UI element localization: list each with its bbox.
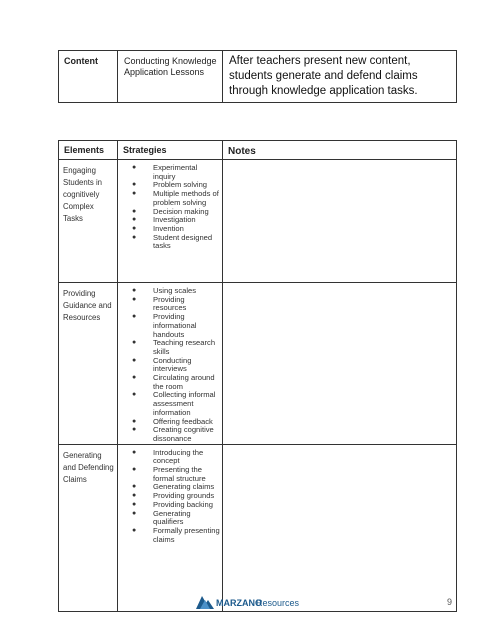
lesson-topic: Conducting Knowledge Application Lessons bbox=[118, 51, 223, 103]
bullet-icon: ● bbox=[132, 391, 137, 399]
header-row bbox=[59, 141, 457, 160]
strategy-item: ● Providing backing bbox=[132, 499, 213, 509]
page-number: 9 bbox=[447, 597, 453, 607]
lesson-description: After teachers present new content, students generate and defend claims through knowledge application tasks. bbox=[223, 51, 457, 103]
bullet-icon: ● bbox=[132, 224, 137, 232]
bullet-icon: ● bbox=[132, 287, 137, 294]
table-row bbox=[59, 160, 457, 283]
strategy-list bbox=[123, 449, 220, 545]
strategy-item: ● Generating claims bbox=[132, 482, 215, 492]
strategy-item: ● Creating cognitive dissonance bbox=[132, 425, 214, 443]
bullet-icon: ● bbox=[132, 190, 137, 198]
bullet-icon: ● bbox=[132, 500, 137, 508]
strategies-cell bbox=[118, 283, 223, 445]
strategy-list bbox=[123, 164, 220, 251]
bullet-icon: ● bbox=[132, 295, 137, 303]
bullet-icon: ● bbox=[132, 483, 137, 491]
strategy-item: ● Providing grounds bbox=[132, 491, 215, 501]
mountain-logo-icon bbox=[196, 592, 214, 610]
strategy-item: ● Introducing the concept bbox=[132, 447, 204, 466]
bullet-icon: ● bbox=[132, 356, 137, 364]
strategy-list bbox=[123, 287, 220, 444]
bullet-icon: ● bbox=[132, 164, 137, 171]
bullet-icon: ● bbox=[132, 448, 137, 456]
bullet-icon: ● bbox=[132, 374, 137, 382]
strategies-table bbox=[58, 140, 457, 612]
strategy-item: ● Providing resources bbox=[132, 294, 187, 313]
bullet-icon: ● bbox=[132, 339, 137, 347]
content-row bbox=[59, 51, 457, 103]
table-row bbox=[59, 283, 457, 445]
strategy-item: ● Providing informational handouts bbox=[132, 312, 197, 339]
bullet-icon: ● bbox=[132, 181, 137, 189]
brand-name: MARZANO bbox=[216, 598, 262, 608]
strategy-item: ● Teaching research skills bbox=[132, 338, 216, 356]
strategy-item: ● Multiple methods of problem solving bbox=[132, 189, 219, 207]
strategy-item: ● Collecting informal assessment information bbox=[132, 390, 216, 417]
table-row bbox=[59, 444, 457, 611]
header-strategies: Strategies bbox=[118, 141, 223, 160]
strategies-cell bbox=[118, 160, 223, 283]
strategy-item: ● Using scales bbox=[132, 286, 197, 295]
bullet-icon: ● bbox=[132, 233, 137, 241]
strategy-item: ● Generating qualifiers bbox=[132, 508, 191, 527]
content-label: Content bbox=[59, 51, 118, 103]
bullet-icon: ● bbox=[132, 526, 137, 534]
element-name: Generating and Defending Claims bbox=[59, 444, 118, 611]
bullet-icon: ● bbox=[132, 492, 137, 500]
strategy-item: ● Problem solving bbox=[132, 180, 208, 190]
notes-cell[interactable] bbox=[223, 160, 457, 283]
publisher-footer bbox=[196, 592, 336, 614]
strategies-cell bbox=[118, 444, 223, 611]
strategy-item: ● Presenting the formal structure bbox=[132, 465, 206, 483]
strategy-item: ● Formally presenting claims bbox=[132, 525, 220, 544]
bullet-icon: ● bbox=[132, 426, 137, 434]
brand-subtitle: Resources bbox=[256, 598, 300, 608]
element-name: Engaging Students in cognitively Complex Tasks bbox=[59, 160, 118, 283]
strategy-item: ● Circulating around the room bbox=[132, 373, 215, 391]
strategy-item: ● Investigation bbox=[132, 215, 196, 225]
strategy-item: ● Experimental inquiry bbox=[132, 163, 198, 181]
bullet-icon: ● bbox=[132, 466, 137, 474]
strategy-item: ● Offering feedback bbox=[132, 416, 213, 426]
notes-cell[interactable] bbox=[223, 283, 457, 445]
strategy-item: ● Invention bbox=[132, 223, 184, 233]
header-notes: Notes bbox=[223, 141, 457, 160]
bullet-icon: ● bbox=[132, 417, 137, 425]
notes-cell[interactable] bbox=[223, 444, 457, 611]
bullet-icon: ● bbox=[132, 313, 137, 321]
bullet-icon: ● bbox=[132, 509, 137, 517]
header-elements: Elements bbox=[59, 141, 118, 160]
strategy-item: ● Decision making bbox=[132, 206, 209, 216]
strategy-item: ● Conducting interviews bbox=[132, 355, 192, 374]
content-table bbox=[58, 50, 457, 103]
bullet-icon: ● bbox=[132, 216, 137, 224]
element-name: Providing Guidance and Resources bbox=[59, 283, 118, 445]
strategy-item: ● Student designed tasks bbox=[132, 232, 213, 251]
bullet-icon: ● bbox=[132, 207, 137, 215]
